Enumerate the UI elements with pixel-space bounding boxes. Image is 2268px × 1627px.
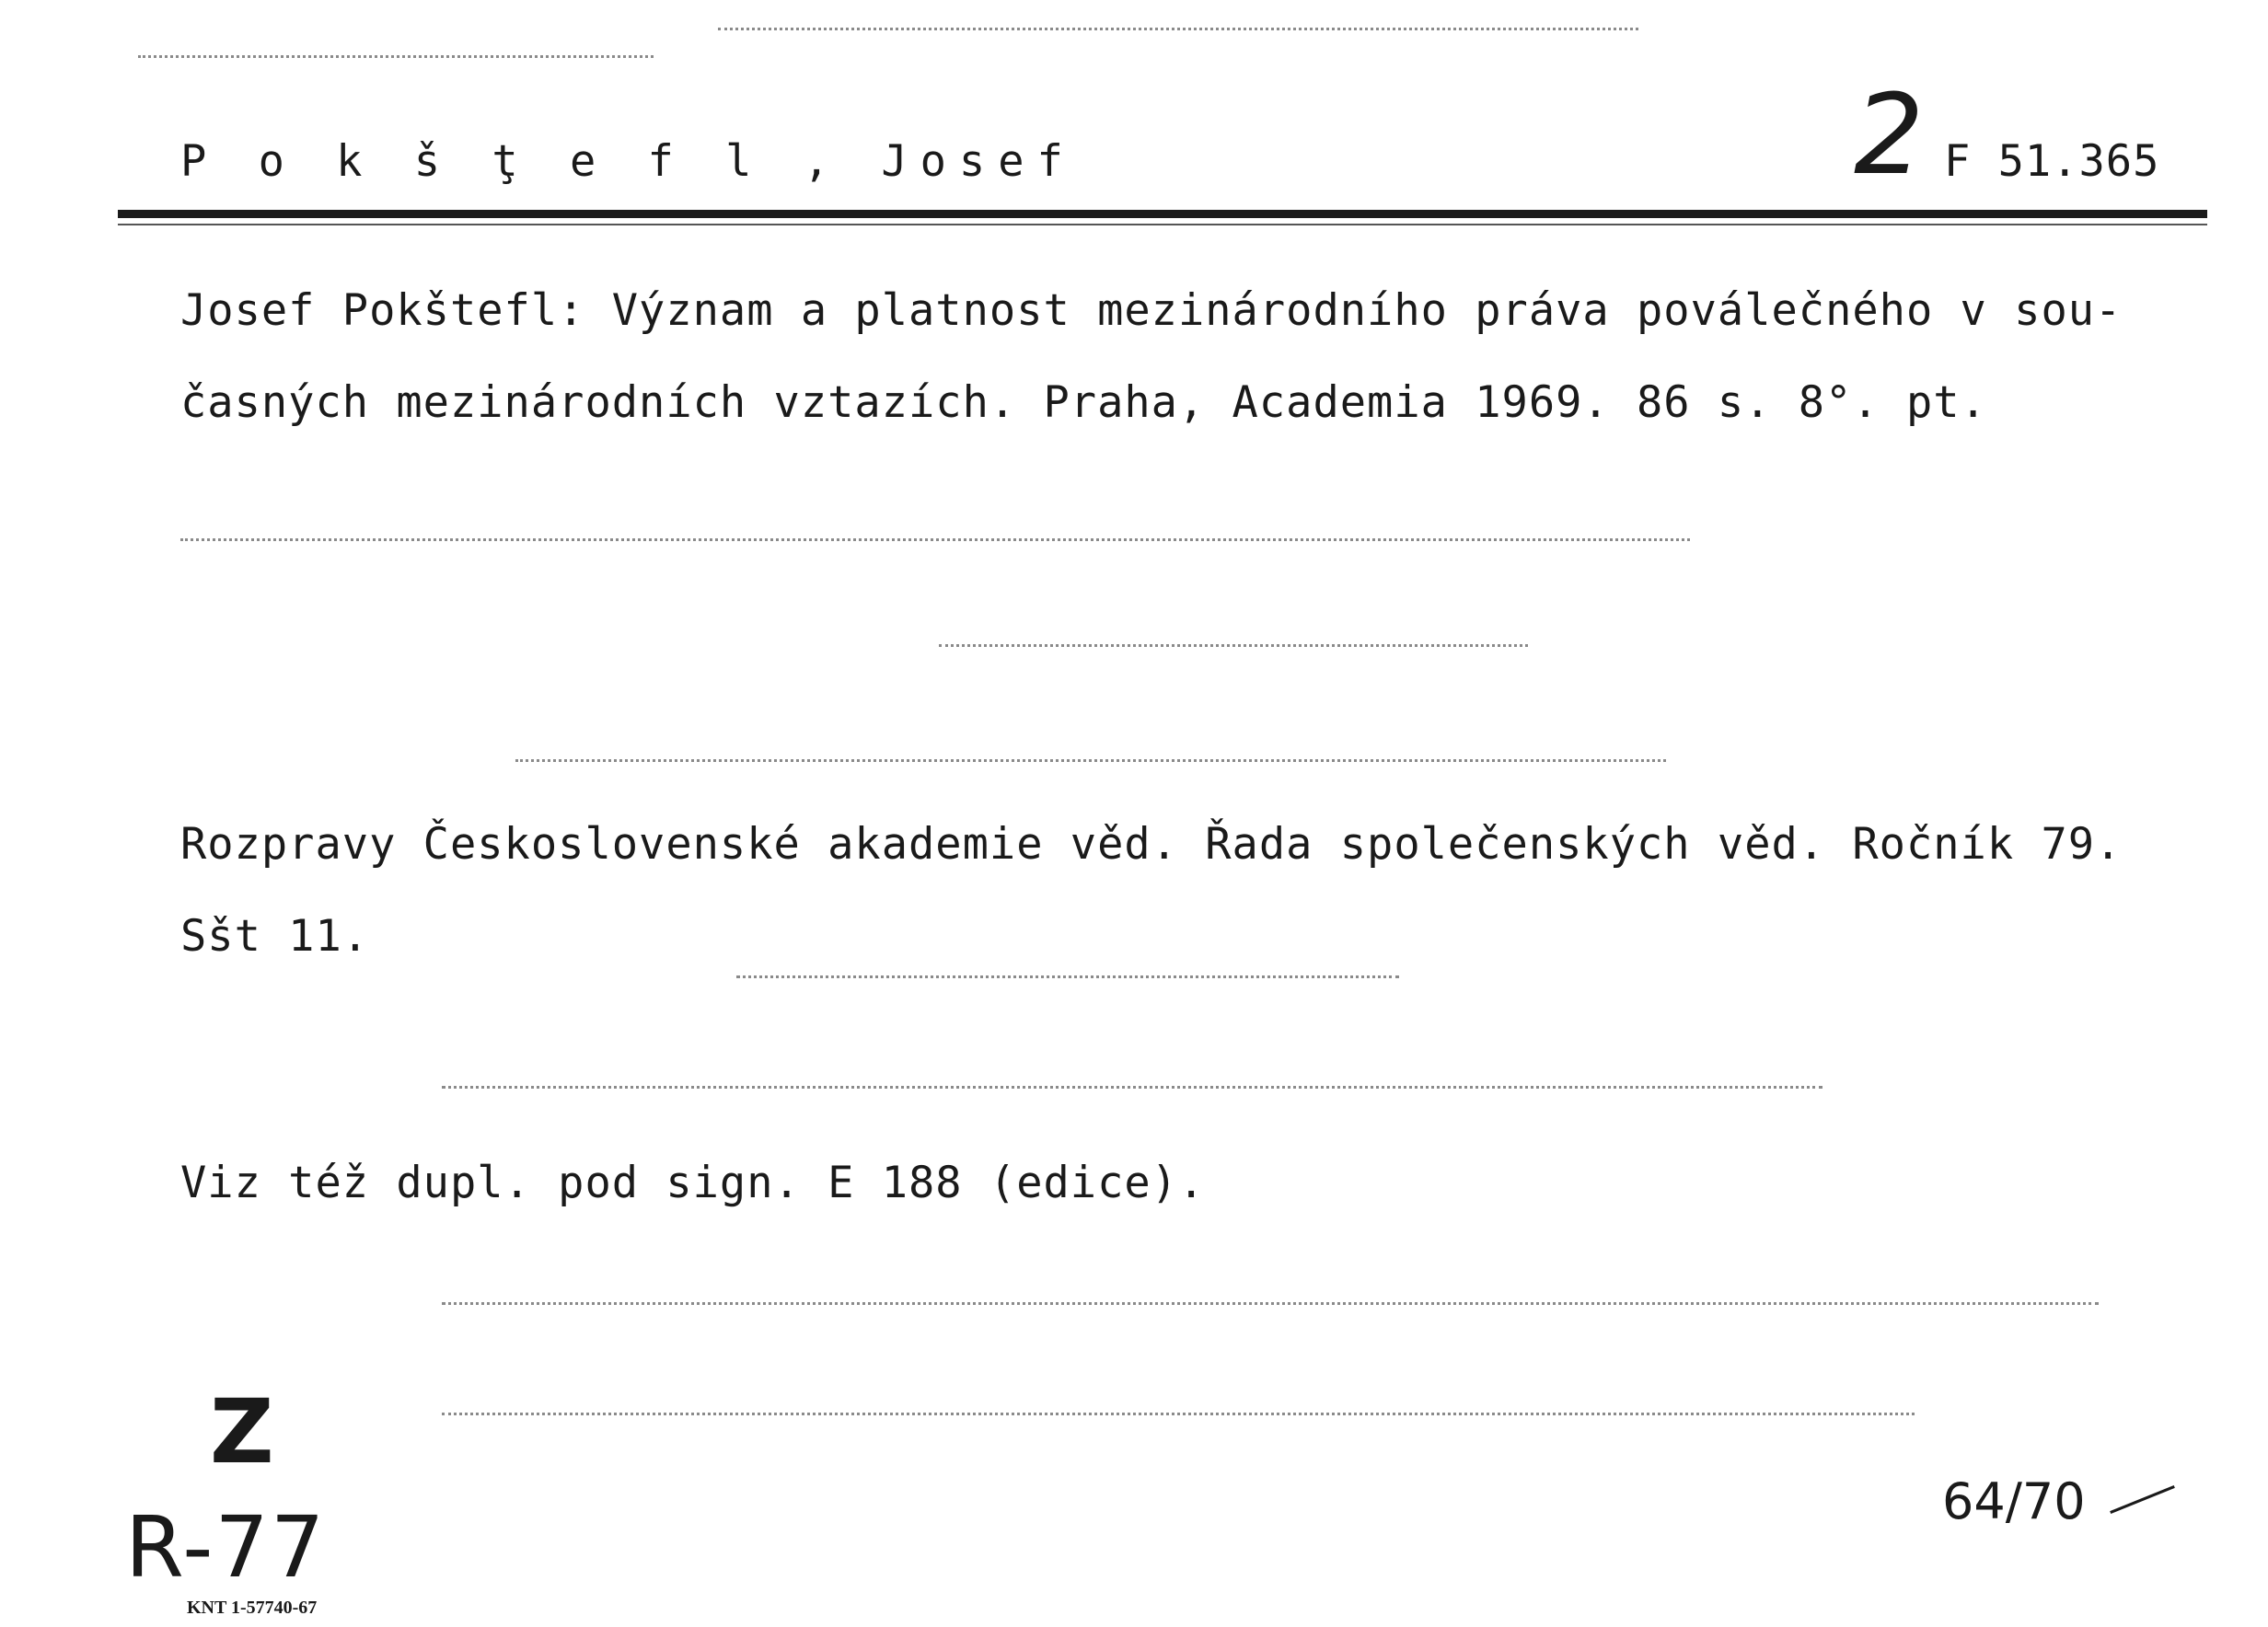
handwritten-number: 64/70 bbox=[1942, 1472, 2086, 1530]
stamp-r77: R-77 bbox=[125, 1498, 327, 1597]
stamp-z: Z bbox=[210, 1380, 274, 1483]
handwritten-shelf-mark: 2 bbox=[1854, 72, 1925, 200]
pen-stroke bbox=[2110, 1485, 2175, 1514]
title-line-2: časných mezinárodních vztazích. Praha, Academia 1969. 86 s. 8°. pt. bbox=[180, 377, 1987, 428]
ruled-line bbox=[180, 538, 1690, 543]
call-number: F 51.365 bbox=[1944, 136, 2160, 187]
ruled-line bbox=[736, 975, 1399, 980]
title-line-1: Josef Pokštefl: Význam a platnost mezinárodního práva poválečného v sou- bbox=[180, 285, 2123, 336]
header-rule-thin bbox=[118, 224, 2207, 225]
ruled-line bbox=[442, 1086, 1822, 1090]
series-line-2: Sšt 11. bbox=[180, 911, 370, 962]
ruled-line bbox=[939, 644, 1528, 649]
scan-noise-line bbox=[718, 28, 1638, 32]
header-rule bbox=[118, 210, 2207, 218]
scan-noise-line bbox=[138, 55, 654, 60]
ruled-line bbox=[515, 759, 1666, 764]
ruled-line bbox=[442, 1413, 1915, 1417]
see-also-note: Viz též dupl. pod sign. E 188 (edice). bbox=[180, 1158, 1206, 1208]
print-code: KNT 1-57740-67 bbox=[187, 1598, 318, 1618]
heading-author: P o k š ţ e f l , Josef bbox=[180, 136, 1076, 187]
series-line-1: Rozpravy Československé akademie věd. Řada společenských věd. Ročník 79. bbox=[180, 819, 2123, 870]
ruled-line bbox=[442, 1302, 2099, 1307]
